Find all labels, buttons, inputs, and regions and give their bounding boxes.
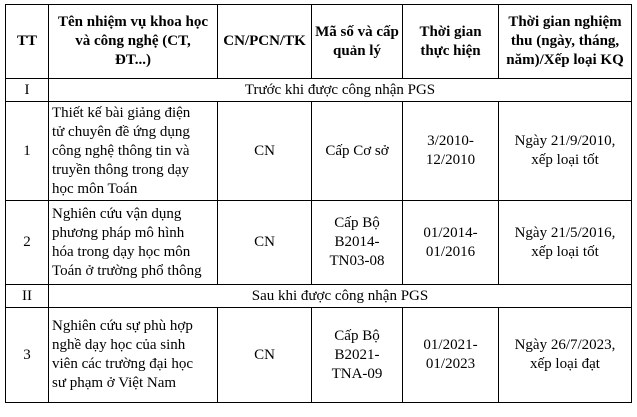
task-name: Nghiên cứu vận dụng phương pháp mô hình hóa trong dạy học môn Toán ở trường phổ thông xyxy=(49,201,218,285)
code-level: Cấp Bộ B2021- TNA-09 xyxy=(312,308,403,403)
code-level: Cấp Bộ B2014- TN03-08 xyxy=(312,201,403,285)
table-row xyxy=(6,201,632,285)
header-role: CN/PCN/TK xyxy=(218,5,312,79)
header-code-level: Mã số và cấp quản lý xyxy=(312,5,403,79)
header-task-name: Tên nhiệm vụ khoa học và công nghệ (CT, ĐT...) xyxy=(49,5,218,79)
duration: 01/2014- 01/2016 xyxy=(403,201,499,285)
header-tt: TT xyxy=(6,5,49,79)
row-number: 2 xyxy=(6,201,49,285)
table-row xyxy=(6,102,632,201)
acceptance-result: Ngày 21/5/2016, xếp loại tốt xyxy=(499,201,632,285)
header-acceptance-result: Thời gian nghiệm thu (ngày, tháng, năm)/Xếp loại KQ xyxy=(499,5,632,79)
section-row xyxy=(6,285,632,308)
duration: 3/2010- 12/2010 xyxy=(403,102,499,201)
table-row xyxy=(6,308,632,403)
research-projects-table xyxy=(5,4,632,403)
role: CN xyxy=(218,102,312,201)
section-title: Sau khi được công nhận PGS xyxy=(49,285,632,308)
section-numeral: I xyxy=(6,79,49,102)
duration: 01/2021- 01/2023 xyxy=(403,308,499,403)
header-row xyxy=(6,5,632,79)
section-numeral: II xyxy=(6,285,49,308)
acceptance-result: Ngày 26/7/2023, xếp loại đạt xyxy=(499,308,632,403)
role: CN xyxy=(218,308,312,403)
section-row xyxy=(6,79,632,102)
row-number: 1 xyxy=(6,102,49,201)
section-title: Trước khi được công nhận PGS xyxy=(49,79,632,102)
role: CN xyxy=(218,201,312,285)
row-number: 3 xyxy=(6,308,49,403)
code-level: Cấp Cơ sở xyxy=(312,102,403,201)
acceptance-result: Ngày 21/9/2010, xếp loại tốt xyxy=(499,102,632,201)
task-name: Thiết kế bài giảng điện tử chuyên đề ứng dụng công nghệ thông tin và truyền thông trong dạy học môn Toán xyxy=(49,102,218,201)
task-name: Nghiên cứu sự phù hợp nghề dạy học của sinh viên các trường đại học sư phạm ở Việt Nam xyxy=(49,308,218,403)
header-duration: Thời gian thực hiện xyxy=(403,5,499,79)
